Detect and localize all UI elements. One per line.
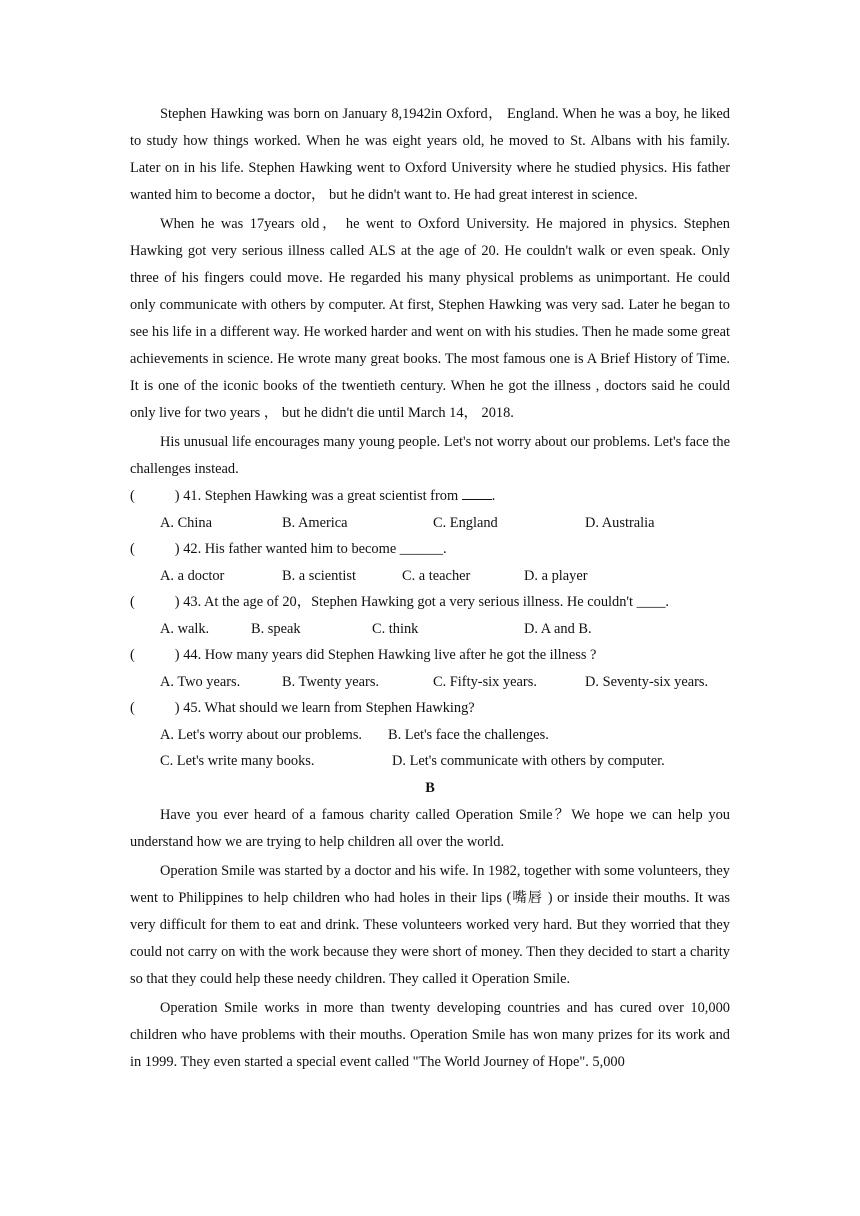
question-list [130,483,730,775]
option-d: D. a player [524,567,588,584]
passage-a [130,101,730,483]
option-c: C. England [433,514,498,531]
passage-b-paragraph-2: Operation Smile was started by a doctor and his wife. In 1982, together with some volunteers, they went to Philippines to help children who had holes in their lips (嘴唇 ) or inside their mouths. It was very difficult for them to eat and drink. These volunteers worked very hard. But they worried that they could not carry on with the work because they were short of money. Then they decided to start a charity so that they could help these needy children. They called it Operation Smile. [130,862,730,987]
option-b: B. Let's face the challenges. [388,726,549,743]
question-44 [130,642,730,669]
option-b: B. America [282,514,348,531]
answer-bracket-open: ( [130,700,135,716]
option-a: A. Let's worry about our problems. [160,726,363,743]
question-43 [130,589,730,616]
answer-bracket-open: ( [130,594,135,610]
passage-a-paragraph-3: His unusual life encourages many young people. Let's not worry about our problems. Let's face the challenges instead. [130,434,730,477]
question-42-options [130,563,730,590]
document-page [130,101,730,1076]
question-stem: 44. How many years did Stephen Hawking live after he got the illness ? [183,647,597,663]
question-42 [130,536,730,563]
option-b: B. Twenty years. [282,673,380,690]
option-b: B. a scientist [282,567,356,584]
option-a: A. a doctor [160,567,225,584]
answer-bracket-close: ) [174,594,180,610]
question-stem: 45. What should we learn from Stephen Hawking? [183,700,475,716]
question-41 [130,483,730,510]
section-b-title: B [425,779,435,796]
option-d: D. Seventy-six years. [585,673,709,690]
question-45-options-row-2 [130,748,730,775]
answer-bracket-open: ( [130,541,135,557]
option-a: A. Two years. [160,673,241,690]
option-c: C. Fifty-six years. [433,673,537,690]
passage-b-paragraph-3: Operation Smile works in more than twenty developing countries and has cured over 10,000 children who have problems with their mouths. Operation Smile has won many prizes for its work and in 1999. They even started a special event called "The World Journey of Hope". 5,000 [130,999,730,1070]
question-43-options [130,616,730,643]
option-c: C. a teacher [402,567,471,584]
answer-bracket-close: ) [174,488,180,504]
question-41-options [130,510,730,537]
answer-bracket-open: ( [130,647,135,663]
option-d: D. Let's communicate with others by computer. [392,753,665,769]
option-c: C. think [372,620,419,637]
option-b: B. speak [251,620,301,637]
answer-bracket-close: ) [174,647,180,663]
option-a: A. walk. [160,620,210,637]
question-stem: 43. At the age of 20，Stephen Hawking got a very serious illness. He couldn't ____. [183,594,669,610]
option-d: D. A and B. [524,620,592,637]
passage-a-paragraph-2: When he was 17years old， he went to Oxford University. He majored in physics. Stephen Hawking got very serious illness called ALS at the age of 20. He couldn't walk or even speak. Only three of his fingers could move. He regarded his many physical problems as unimportant. He could only communicate with others by computer. At first, Stephen Hawking was very sad. Later he began to see his life in a different way. He worked harder and went on with his studies. Then he made some great achievements in science. He wrote many great books. The most famous one is A Brief History of Time. It is one of the iconic books of the twentieth century. When he got the illness , doctors said he could only live for two years ， but he didn't die until March 14， 2018. [130,216,730,421]
question-stem: 42. His father wanted him to become ______. [183,541,447,557]
option-c: C. Let's write many books. [160,753,315,769]
question-stem: 41. Stephen Hawking was a great scientist from [183,488,459,504]
question-stem-suffix: . [491,488,496,504]
answer-bracket-open: ( [130,488,135,504]
answer-bracket-close: ) [174,700,180,716]
passage-b-paragraph-1: Have you ever heard of a famous charity called Operation Smile？We hope we can help you understand how we are trying to help children all over the world. [130,806,730,850]
answer-blank [462,485,492,500]
answer-bracket-close: ) [174,541,180,557]
question-44-options [130,669,730,696]
passage-a-paragraph-1: Stephen Hawking was born on January 8,1942in Oxford， England. When he was a boy, he liked to study how things worked. When he was eight years old, he moved to St. Albans with his family. Later on in his life. Stephen Hawking went to Oxford University where he studied physics. His father wanted him to become a doctor， but he didn't want to. He had great interest in science. [130,106,730,203]
option-a: A. China [160,514,212,531]
option-d: D. Australia [585,514,655,531]
question-45-options-row-1 [130,722,730,749]
passage-b [130,802,730,1076]
question-45 [130,695,730,722]
